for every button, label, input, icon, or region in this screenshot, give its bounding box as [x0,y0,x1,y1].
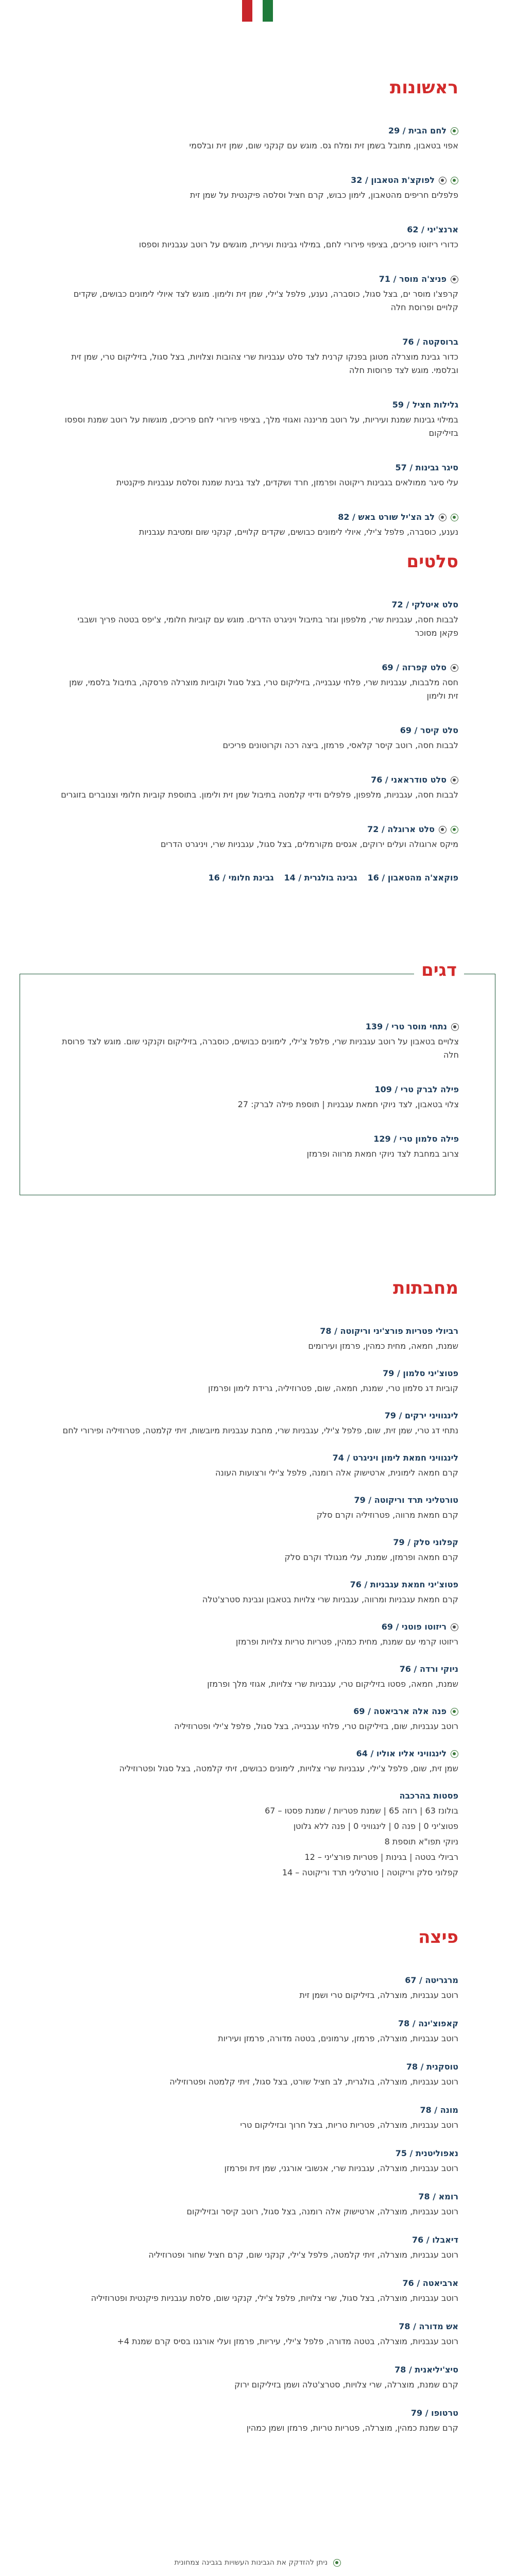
item-name: נתחי מוסר טרי / 139 [365,1022,447,1031]
item-description: כדור גבינת מוצרלה מטוגן בפנקו קרנית לצד סלט עגבניות שרי צהובות וצלויות, בצל סגול, בזיליקום טרי, שמן זית ובלסמי. מוגש לצד פרוסות חלה [71,352,458,375]
item-description: אפוי בטאבון, מתובל בשמן זית ומלח גס. מוגש עם קנקני שום, שמן זית ובלסמי [189,141,458,150]
menu-item [57,1367,458,1395]
item-description: קרם חמאת מרווה, פטרוזיליה וקרם סלק [316,1510,458,1520]
menu-item [57,1536,458,1564]
item-name: סלט קפרזה / 69 [382,663,447,672]
item-name: לינגוויני חמאת לימון ויניגרט / 74 [332,1453,458,1463]
fish-section [57,1021,459,1182]
menu-item [57,2364,458,2392]
menu-item [57,1452,458,1480]
item-description: רוטב עגבניות, מוצרלה, ארטישוק אלה רומנה, בצל סגול, רוטב קיסר ובזיליקום [186,2207,458,2216]
menu-item [57,1621,458,1649]
item-name: סלט סודראאני / 76 [371,775,447,785]
item-name: סיגר גבינות / 57 [395,463,458,472]
item-description: חסה מלבבות, עגבניות שרי, פלחי עגבנייה, בזיליקום טרי, בצל סגול וקוביות מוצרלה פרסקה, בתיבול בלסמי, שמן זית ולימון [69,677,458,701]
menu-item [57,2234,458,2262]
item-description: צלויים בטאבון על רוטב עגבניות שרי, פלפל צ'ילי, לימונים כבושים, כוסברה, בזיליקום וקנקני שום. מוגש לצד פרוסת חלה [62,1037,459,1060]
item-description: רוטב עגבניות, מוצרלה, בולגרית, לב חציל שורט, בצל סגול, זיתי קלמטה ופטרוזיליה [169,2077,458,2087]
footer-note [0,2558,515,2567]
menu-item [57,1410,458,1437]
item-name: קאפוצ'ינה / 78 [398,2019,458,2028]
item-name: ניוקי ורדה / 76 [399,1664,458,1674]
menu-item [57,662,458,703]
vegan-icon [451,177,458,184]
section-title: פיצה [418,1927,458,1947]
item-description: קרם חמאה ופרמזן, שמנת, עלי מנגולד וקרם סלק [284,1552,458,1562]
item-name: ארביאטה / 76 [402,2278,458,2288]
vegan-icon [451,826,458,834]
menu-item [57,462,458,489]
item-name: פילה לברק טרי / 109 [374,1084,459,1094]
item-name: גלילות חציל / 59 [392,400,458,410]
item-name: פטוצ'יני סלמון / 79 [383,1368,458,1378]
item-description: רוטב עגבניות, מוצרלה, פרמזן, ערמונים, בטטה מדורה, פרמזן ועיריות [218,2033,458,2043]
menu-item [57,1083,459,1111]
item-description: נענע, כוסברה, פלפל צ'ילי, איולי לימונים כבושים, שקדים קלויים, קנקני שום ומטיבת עגבניות [139,527,458,537]
item-name: סלט ארוגלה / 72 [367,824,435,834]
item-description: במילוי גבינות שמנת ועיריות, על רוטב מריננה ואגוזי מלך, בציפוי פירורי לחם פריכים, מוגשות על רוטב שמנת וספסו בזיליקום [64,415,458,438]
menu-item [57,1494,458,1522]
vegan-icon [451,127,458,135]
item-name: רביולי פטריות פורצ'יני וריקוטה / 78 [320,1326,458,1336]
item-name: טורטליני תרד וריקוטה / 79 [354,1495,458,1505]
section-title: מחבתות [393,1278,458,1298]
gluten-free-icon [451,1623,458,1631]
item-description: קרם חמאה לימונית, ארטישוק אלה רומנה, פלפל צ'ילי ורצועות העונה [215,1468,458,1478]
menu-item [57,1133,459,1161]
section-title: ראשונות [390,77,458,98]
gluten-free-icon [451,276,458,283]
menu-item [57,599,458,640]
menu-item [57,1705,458,1733]
composite-line: ניוקי תפו"א תוספת 8 [384,1837,458,1846]
item-name: מרגריטה / 67 [405,1975,458,1985]
gluten-free-icon [439,514,447,521]
menu-item [57,125,458,152]
menu-item [57,399,458,440]
item-name: דיאבלו / 76 [412,2235,458,2245]
menu-item [57,336,458,377]
item-name: לינגוויני ירקים / 79 [384,1411,458,1420]
item-name: מונה / 78 [420,2105,458,2115]
item-description: נתחי דג טרי, שמן זית, שום, פלפל צ'ילי, עגבניות שרי, מחבת עגבניות מיובשות, זיתי קלמטה, פטרוזיליה ופירורי לחם [62,1426,458,1435]
vegan-icon [451,514,458,521]
item-name: ריזוטו פוטני / 69 [381,1622,447,1632]
menu-item [57,1748,458,1775]
salads-section [57,551,458,883]
item-name: נאפוליטנית / 75 [395,2148,458,2158]
menu-item [57,224,458,251]
item-description: רוטב עגבניות, שום, בזיליקום טרי, פלחי עגבנייה, בצל סגול, פלפל צ'ילי ופטרוזיליה [174,1721,458,1731]
composite-line: בולונז 63 | רוזה 65 | שמנת פטריות / שמנת פסטו – 67 [265,1806,458,1816]
menu-item [57,2191,458,2218]
item-name: לב הצ'יל שורט באש / 82 [338,512,435,522]
item-name: אש מדורה / 78 [399,2321,458,2331]
item-description: ריזוטו קרמי עם שמנת, מחית כמהין, פטריות טריות צלויות ופרמזן [235,1637,458,1647]
composite-line: פטוצ'יני 0 | פנה 0 | לינגוויני 0 | פנה ללא גלוטן [293,1821,458,1831]
item-name: סלט קיסר / 69 [400,725,458,735]
item-name: פניצ'ה מוסר / 71 [379,274,447,284]
item-name: פטוצ'יני חמאת עגבניות / 76 [350,1580,458,1589]
vegan-icon [333,2559,341,2567]
item-description: כדורי ריזוטו פריכים, בציפוי פירורי לחם, במילוי גבינות ועירית, מוגשים על רוטב עגבניות וספסו [139,240,458,249]
item-description: רוטב עגבניות, מוצרלה, בצל סגול, שרי צלויות, פלפל צ'ילי, קנקני שום, סלסת עגבניות פיקנטית ופטרוזיליה [91,2293,458,2303]
starters-section [57,77,458,561]
menu-item [57,1663,458,1691]
menu-item [57,511,458,539]
pizza-section [57,1927,458,2450]
menu-item [57,174,458,202]
item-name: טוסקנית / 78 [406,2062,458,2072]
menu-item [57,724,458,752]
item-description: קרם שמנת, מוצרלה, שרי צלויות, סטרצ'טלה ושמן בזיליקום ירוק [234,2380,458,2389]
item-description: קוביות דג סלמון טרי, שמנת, חמאה, שום, פטרוזיליה, גרידת לימון ופרמזן [208,1383,458,1393]
footer-text: ניתן להזדקק את הגבינות העשויות בגבינה צמחונית [174,2558,328,2567]
vegan-icon [451,1750,458,1758]
menu-item [57,774,458,802]
item-name: לינגוויני אליו אוליו / 64 [356,1749,447,1758]
salad-extras [57,873,458,883]
gluten-free-icon [451,664,458,672]
vegan-icon [451,1708,458,1716]
extra-item: פוקאצ'ה מהטאבון / 16 [367,873,458,883]
menu-item [57,2277,458,2305]
gluten-free-icon [439,826,447,834]
item-description: לבבות חסה, עגבניות שרי, מלפפון וגזר בתיבול ויניגרט הדרים. מוגש עם קוביות חלומי, צ'יפס בטטה פריך ושבבי פקאן מסוכר [77,615,458,638]
menu-item [57,2061,458,2089]
item-description: עלי סיגר ממולאים בגבינות ריקוטה ופרמזן, חרד ושקדים, לצד גבינת שמנת וסלסת עגבניות פיקנטית [116,478,458,487]
menu-item [57,2320,458,2348]
menu-item [57,1974,458,2002]
item-description: שמן זית, שום, פלפל צ'ילי, עגבניות שרי צלויות, לימונים כבושים, זיתי קלמטה, בצל סגול ופטרוזיליה [119,1764,458,1773]
item-name: פילה סלמון טרי / 129 [373,1134,459,1144]
item-name: קפלוני סלק / 79 [393,1537,458,1547]
item-name: לחם הבית / 29 [388,126,447,135]
item-description: רוטב עגבניות, מוצרלה, זיתי קלמטה, פלפל צ'ילי, קנקני שום, קרם חציל שחור ופטרוזיליה [148,2250,458,2260]
item-description: רוטב עגבניות, מוצרלה, פטריות טריות, בצל חרוך ובזיליקום טרי [240,2120,458,2130]
item-description: צלוי בטאבון, לצד ניוקי חמאת עגבניות | תוספת פילה לברק: 27 [237,1099,459,1109]
menu-item [57,1579,458,1606]
menu-item [57,823,458,851]
extra-item: גבינת חלומי / 16 [208,873,274,883]
menu-item [57,2104,458,2132]
pans-section [57,1278,458,1879]
item-description: קרפצ'ו מוסר ים, בצל סגול, כוסברה, נענע, פלפל צ'ילי, שמן זית ולימון. מוגש לצד איולי לימונים כבושים, שקדים קלויים ופרוסת חלה [73,289,458,312]
composite-line: קפלוני סלק וריקוטה | טורטליני תרד וריקוטה – 14 [282,1868,458,1877]
item-description: רוטב עגבניות, מוצרלה, בזיליקום טרי ושמן זית [299,1990,458,2000]
section-title: סלטים [406,551,458,572]
composite-line: רביולי בטטה | בגינות | פטריות פורצ'יני – 12 [304,1852,458,1862]
menu-item [57,2018,458,2045]
menu-item [57,273,458,314]
item-description: שמנת, חמאה, פסטו בזיליקום טרי, עגבניות שרי צלויות, אגוזי מלך ופרמזן [207,1679,458,1689]
item-name: סיצ'יליאנית / 78 [394,2365,458,2375]
gluten-free-icon [439,177,447,184]
item-description: קרם שמנת כמהין, מוצרלה, פטריות טריות, פרמזן ושמן כמהין [246,2423,458,2433]
italian-flag-logo [242,0,273,22]
fish-section-frame [20,960,495,1195]
item-description: מיקס ארוגולה ועלים ירוקים, אגסים מקורמלים, בצל סגול, עגבניות שרי, ויניגרט הדרים [160,839,458,849]
item-description: צרוב במחבת לצד ניוקי חמאת מרווה ופרמזן [306,1149,459,1159]
menu-item [57,1325,458,1353]
section-title: דגים [414,960,464,980]
extra-item: גבינה בולגרית / 14 [284,873,357,883]
item-name: פנה אלה ארביאטה / 69 [353,1706,447,1716]
menu-item [57,2147,458,2175]
item-description: קרם חמאת עגבניות ומרווה, עגבניות שרי צלויות בטאבון וגבינת סטרצ'טלה [202,1595,458,1604]
item-description: פלפלים חריפים מהטאבון, לימון כבוש, קרם חציל וסלסה פיקנטית על שמן זית [190,190,458,200]
item-name: טרטופו / 79 [410,2408,458,2418]
composite-title: פסטות בהרכבה [399,1791,458,1801]
item-name: לפוקצ'ת הטאבון / 32 [351,175,435,185]
gluten-free-icon [451,776,458,784]
item-description: רוטב עגבניות, מוצרלה, עגבניות שרי, אנשובי אורגני, שמן זית ופרמזן [224,2163,458,2173]
item-name: סלט איטלקי / 72 [391,600,458,609]
item-description: לבבות חסה, רוטב קיסר קלאסי, פרמזן, ביצה רכה וקרוטונים פריכים [222,740,458,750]
menu-item [57,1021,459,1062]
gluten-free-icon [451,1023,459,1031]
item-name: רומא / 78 [418,2192,458,2201]
menu-item [57,2407,458,2435]
item-description: רוטב עגבניות, מוצרלה, בטטה מדורה, פלפל צ'ילי, עיריות, פרמזן ועלי אורגנו בסיס קרם שמנת 4+ [117,2336,458,2346]
item-description: לבבות חסה, עגבניות, מלפפון, פלפלים ודיזי קלמטה בתיבול שמן זית ולימון. בתוספת קוביות חלומי וצנוברים בזוגרים [61,790,458,800]
item-description: שמנת, חמאה, מחית כמהין, פרמזן ועירומים [308,1341,458,1351]
item-name: ברוסקטה / 76 [402,337,458,347]
item-name: ארנצ'יני / 62 [407,225,458,234]
